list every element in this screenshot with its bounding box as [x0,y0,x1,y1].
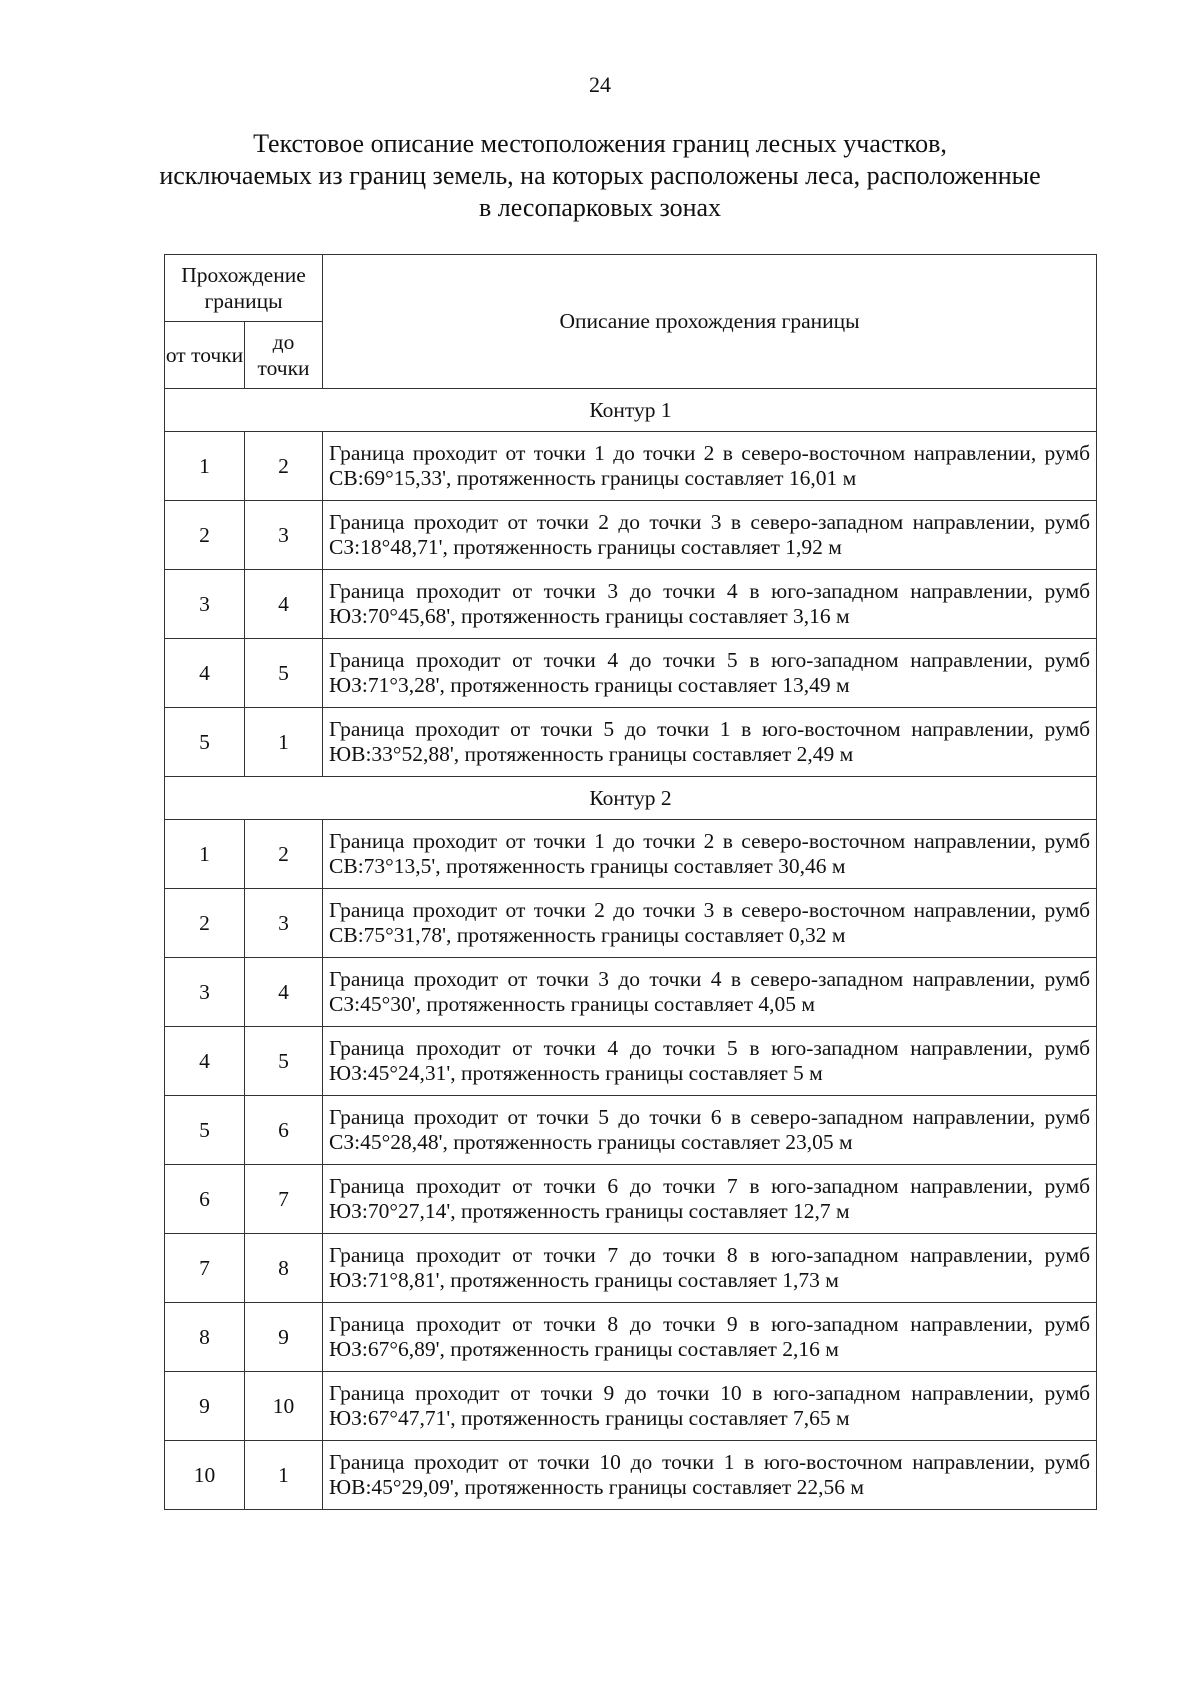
table-row [165,1096,1097,1165]
to-point-cell: 2 [245,432,323,501]
contour-row [165,777,1097,820]
from-point-cell: 5 [165,1096,245,1165]
from-point-cell: 2 [165,501,245,570]
contour-label: Контур 2 [165,777,1097,820]
table-row [165,889,1097,958]
header-passage: Прохождение границы [165,255,323,322]
description-cell: Граница проходит от точки 4 до точки 5 в юго-западном направлении, румб ЮЗ:45°24,31', протяженность границы составляет 5 м [323,1027,1097,1096]
table-row [165,501,1097,570]
to-point-cell: 3 [245,501,323,570]
description-cell: Граница проходит от точки 3 до точки 4 в юго-западном направлении, румб ЮЗ:70°45,68', протяженность границы составляет 3,16 м [323,570,1097,639]
from-point-cell: 1 [165,432,245,501]
header-description: Описание прохождения границы [323,255,1097,389]
description-cell: Граница проходит от точки 2 до точки 3 в северо-западном направлении, румб СЗ:18°48,71', протяженность границы составляет 1,92 м [323,501,1097,570]
title-line: в лесопарковых зонах [478,193,722,222]
table-row [165,639,1097,708]
to-point-cell: 4 [245,958,323,1027]
from-point-cell: 3 [165,570,245,639]
to-point-cell: 8 [245,1234,323,1303]
header-to-point: до точки [245,322,323,389]
description-cell: Граница проходит от точки 4 до точки 5 в юго-западном направлении, румб ЮЗ:71°3,28', протяженность границы составляет 13,49 м [323,639,1097,708]
title-line: Текстовое описание местоположения границ лесных участков, [253,129,947,158]
description-cell: Граница проходит от точки 9 до точки 10 в юго-западном направлении, румб ЮЗ:67°47,71', протяженность границы составляет 7,65 м [323,1372,1097,1441]
to-point-cell: 9 [245,1303,323,1372]
from-point-cell: 10 [165,1441,245,1510]
title-line: исключаемых из границ земель, на которых расположены леса, расположенные [159,161,1041,190]
page-number: 24 [589,72,611,97]
table-row [165,1303,1097,1372]
from-point-cell: 4 [165,639,245,708]
description-cell: Граница проходит от точки 3 до точки 4 в северо-западном направлении, румб СЗ:45°30', протяженность границы составляет 4,05 м [323,958,1097,1027]
from-point-cell: 6 [165,1165,245,1234]
document-title [100,128,1100,224]
table-row [165,570,1097,639]
description-cell: Граница проходит от точки 6 до точки 7 в юго-западном направлении, румб ЮЗ:70°27,14', протяженность границы составляет 12,7 м [323,1165,1097,1234]
to-point-cell: 3 [245,889,323,958]
table-row [165,1165,1097,1234]
description-cell: Граница проходит от точки 10 до точки 1 в юго-восточном направлении, румб ЮВ:45°29,09', протяженность границы составляет 22,56 м [323,1441,1097,1510]
description-cell: Граница проходит от точки 2 до точки 3 в северо-восточном направлении, румб СВ:75°31,78', протяженность границы составляет 0,32 м [323,889,1097,958]
to-point-cell: 10 [245,1372,323,1441]
description-cell: Граница проходит от точки 8 до точки 9 в юго-западном направлении, румб ЮЗ:67°6,89', протяженность границы составляет 2,16 м [323,1303,1097,1372]
table-row [165,1441,1097,1510]
table-row [165,1234,1097,1303]
from-point-cell: 1 [165,820,245,889]
to-point-cell: 7 [245,1165,323,1234]
table-body [165,389,1097,1510]
to-point-cell: 5 [245,1027,323,1096]
to-point-cell: 2 [245,820,323,889]
from-point-cell: 8 [165,1303,245,1372]
table-row [165,820,1097,889]
to-point-cell: 4 [245,570,323,639]
description-cell: Граница проходит от точки 5 до точки 1 в юго-восточном направлении, румб ЮВ:33°52,88', протяженность границы составляет 2,49 м [323,708,1097,777]
from-point-cell: 3 [165,958,245,1027]
description-cell: Граница проходит от точки 1 до точки 2 в северо-восточном направлении, румб СВ:73°13,5', протяженность границы составляет 30,46 м [323,820,1097,889]
description-cell: Граница проходит от точки 1 до точки 2 в северо-восточном направлении, румб СВ:69°15,33', протяженность границы составляет 16,01 м [323,432,1097,501]
to-point-cell: 1 [245,1441,323,1510]
table-row [165,1372,1097,1441]
to-point-cell: 6 [245,1096,323,1165]
table-row [165,958,1097,1027]
contour-row [165,389,1097,432]
contour-label: Контур 1 [165,389,1097,432]
from-point-cell: 7 [165,1234,245,1303]
from-point-cell: 4 [165,1027,245,1096]
boundary-table [164,254,1097,1510]
to-point-cell: 5 [245,639,323,708]
description-cell: Граница проходит от точки 5 до точки 6 в северо-западном направлении, румб СЗ:45°28,48', протяженность границы составляет 23,05 м [323,1096,1097,1165]
to-point-cell: 1 [245,708,323,777]
table-row [165,708,1097,777]
table-row [165,432,1097,501]
description-cell: Граница проходит от точки 7 до точки 8 в юго-западном направлении, румб ЮЗ:71°8,81', протяженность границы составляет 1,73 м [323,1234,1097,1303]
from-point-cell: 9 [165,1372,245,1441]
header-from-point: от точки [165,322,245,389]
table-row [165,1027,1097,1096]
from-point-cell: 2 [165,889,245,958]
from-point-cell: 5 [165,708,245,777]
